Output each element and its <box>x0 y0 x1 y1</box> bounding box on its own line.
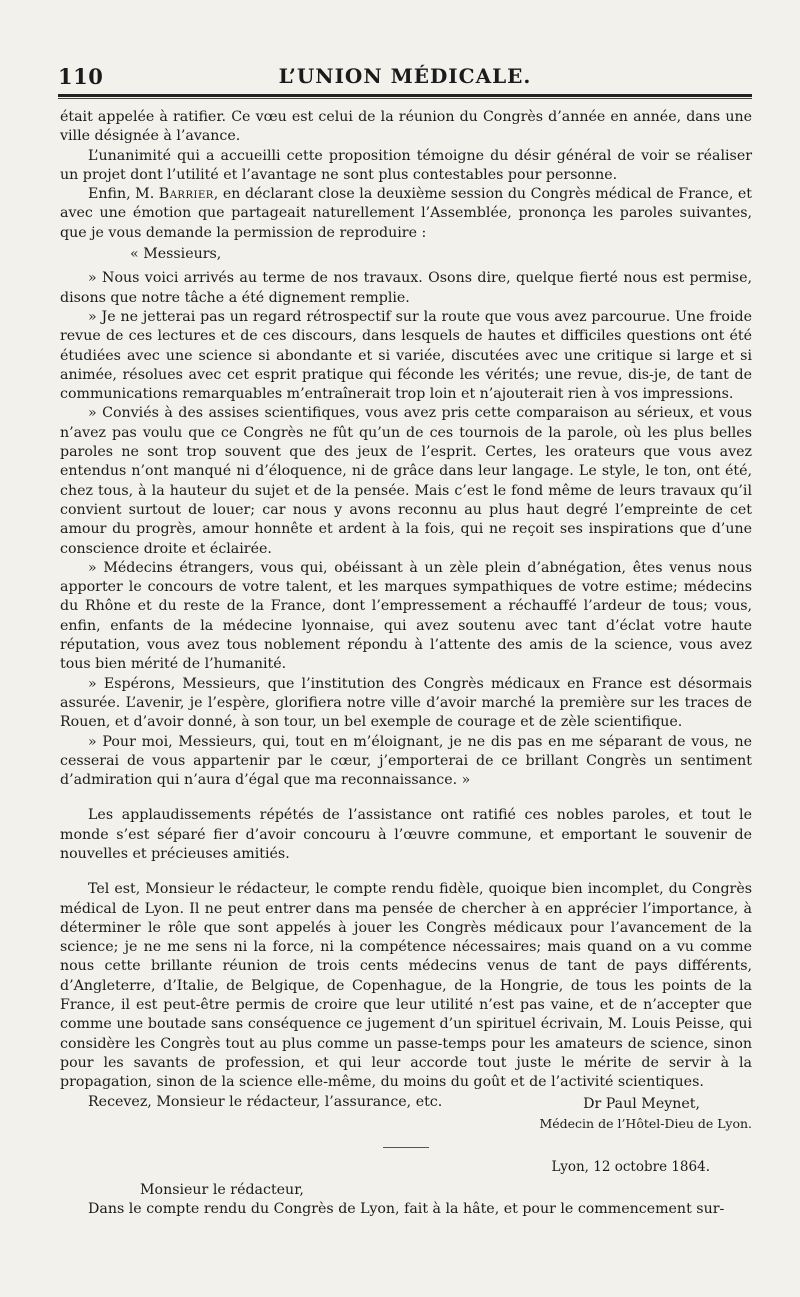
speech-paragraph-3: » Conviés à des assises scientifiques, vous avez pris cette comparaison au sérieux, et vous n’avez pas voulu que ce Congrès ne fût qu’un de ces tournois de la parole, où les plus belles paroles ne sont trop souvent que des jeux de l’esprit. Certes, les orateurs que vous avez entendus n’ont manqué ni d’éloquence, ni de grâce dans leur langage. Le style, le ton, ont été, chez tous, à la hauteur du sujet et de la pensée. Mais c’est le fond même de leurs travaux qu’il convient surtout de louer; car nous y avons reconnu au plus haut degré l’empreinte de cet amour du progrès, amour honnête et ardent à la fois, qui ne reçoit ses inspirations que d’une conscience droite et éclairée. <box>60 405 752 557</box>
barrier-prefix: Enfin, M. <box>88 186 159 203</box>
barrier-rest: , en déclarant close la deuxième session du Congrès médical de France, et avec une émotion que partageait naturellement l’Assemblée, prononça les paroles suivantes, que je vous demande la permission de reproduire : <box>60 186 752 241</box>
signature-name: Dr Paul Meynet, <box>583 1095 700 1112</box>
speech-paragraph-1: » Nous voici arrivés au terme de nos travaux. Osons dire, quelque fierté nous est permise, disons que notre tâche a été dignement remplie. <box>60 270 752 306</box>
barrier-name: Barrier <box>158 186 214 203</box>
dateline: Lyon, 12 octobre 1864. <box>551 1158 710 1175</box>
header-rule-thin <box>58 98 752 99</box>
header-rule <box>58 94 752 97</box>
letter-salutation: Monsieur le rédacteur, <box>140 1181 304 1198</box>
signature-title: Médecin de l’Hôtel-Dieu de Lyon. <box>539 1115 752 1131</box>
speech-paragraph-2: » Je ne jetterai pas un regard rétrospectif sur la route que vous avez parcourue. Une froide revue de ces lectures et de ces discours, dans lesquels de hautes et difficiles questions ont été étudiées avec une science si abondante et si variée, discutées avec une critique si large et si animée, résolues avec cet esprit pratique qui féconde les vérités; une revue, dis-je, de tant de communications remarquables m’entraînerait trop loin et n’ajouterait rien à vos impressions. <box>60 308 752 403</box>
page-number: 110 <box>58 64 104 89</box>
speech-paragraph-4: » Médecins étrangers, vous qui, obéissant à un zèle plein d’abnégation, êtes venus nous apporter le concours de votre talent, et les marques sympathiques de votre estime; médecins du Rhône et du reste de la France, dont l’empressement a réchauffé l’ardeur de tous; vous, enfin, enfants de la médecine lyonnaise, qui avez soutenu avec tant d’éclat votre haute réputation, vous avez tous noblement répondu à l’attente des amis de la science, vous avez tous bien mérité de l’humanité. <box>60 559 752 673</box>
section-divider <box>383 1147 429 1148</box>
signature-block <box>60 1093 752 1133</box>
paragraph-last-line: Dans le compte rendu du Congrès de Lyon, fait à la hâte, et pour le commencement sur- <box>88 1201 725 1218</box>
article-body <box>60 108 752 1219</box>
speech-salutation: « Messieurs, <box>130 246 222 263</box>
journal-title: L’UNION MÉDICALE. <box>278 64 532 88</box>
paragraph-conclusion: Tel est, Monsieur le rédacteur, le compte rendu fidèle, quoique bien incomplet, du Congrès médical de Lyon. Il ne peut entrer dans ma pensée de chercher à en apprécier l’importance, à déterminer le rôle que sont appelés à jouer les Congrès médicaux pour l’avancement de la science; je ne me sens ni la force, ni la compétence nécessaires; mais quand on a vu comme nous cette brillante réunion de trois cents médecins venus de tant de pays différents, d’Angleterre, d’Italie, de Belgique, de Copenhague, de la Hongrie, de tous les points de la France, il est peut-être permis de croire que leur utilité n’est pas vaine, et de n’accepter que comme une boutade sans conséquence ce jugement d’un spirituel écrivain, M. Louis Peisse, qui considère les Congrès tout au plus comme un passe-temps pour les amateurs de science, sinon pour les savants de profession, et qui leur accorde tout juste le mérite de servir à la propagation, sinon de la science elle-même, du moins du goût et de l’activité scientiques. <box>60 881 752 1091</box>
paragraph-unanimity: L’unanimité qui a accueilli cette proposition témoigne du désir général de voir se réaliser un projet dont l’utilité et l’avantage ne sont plus contestables pour personne. <box>60 147 752 183</box>
speech-paragraph-6: » Pour moi, Messieurs, qui, tout en m’éloignant, je ne dis pas en me séparant de vous, ne cesserai de vous appartenir par le cœur, j’emporterai de ce brillant Congrès un sentiment d’admiration qui n’aura d’égal que ma reconnaissance. » <box>60 733 752 789</box>
closing-formula: Recevez, Monsieur le rédacteur, l’assurance, etc. <box>88 1093 443 1110</box>
paragraph-applause: Les applaudissements répétés de l’assistance ont ratifié ces nobles paroles, et tout le monde s’est séparé fier d’avoir concouru à l’œuvre commune, et emportant le souvenir de nouvelles et précieuses amitiés. <box>60 807 752 862</box>
page-header <box>58 64 752 94</box>
speech-paragraph-5: » Espérons, Messieurs, que l’institution des Congrès médicaux en France est désormais assurée. L’avenir, je l’espère, glorifiera notre ville d’avoir marché la première sur les traces de Rouen, et d’avoir donné, à son tour, un bel exemple de courage et de zèle scientifique. <box>60 675 752 731</box>
paragraph-continuation: était appelée à ratifier. Ce vœu est celui de la réunion du Congrès d’année en année, dans une ville désignée à l’avance. <box>60 109 752 145</box>
paragraph-barrier <box>60 185 752 243</box>
